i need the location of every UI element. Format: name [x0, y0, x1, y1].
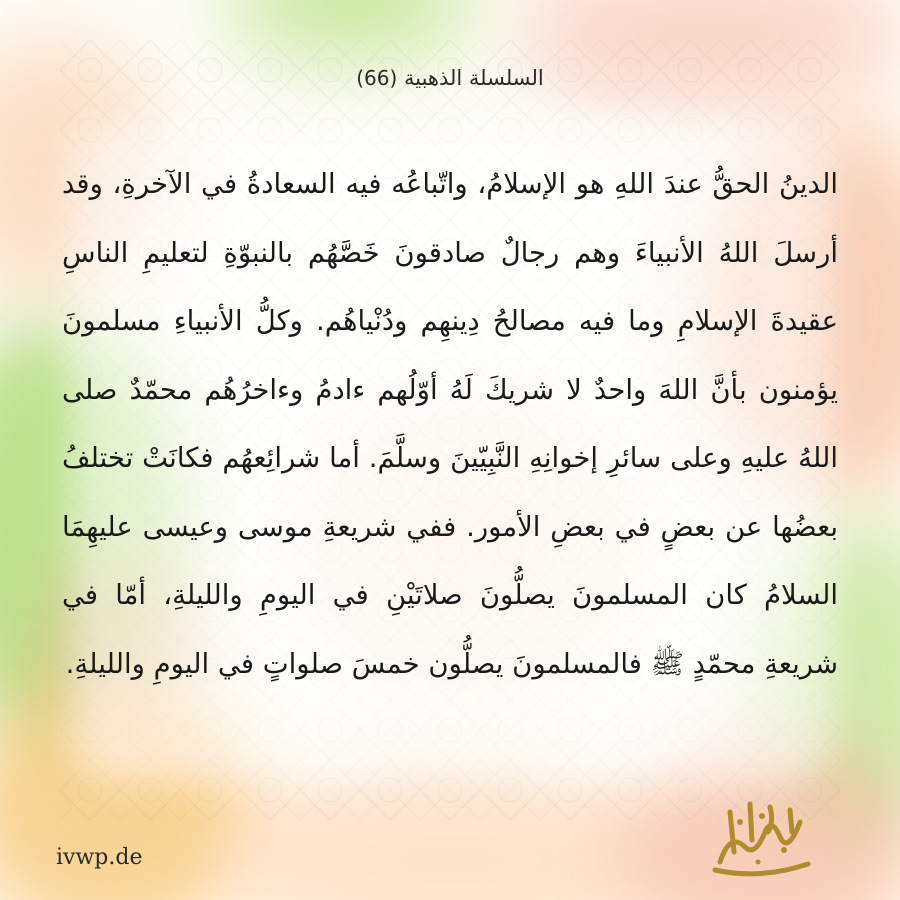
title-text: السلسلة الذهبية — [403, 66, 544, 90]
title-number: (66) — [356, 66, 398, 90]
website-label: ivwp.de — [56, 845, 143, 870]
calligraphy-logo-icon — [700, 792, 820, 882]
page-title — [0, 66, 900, 90]
body-paragraph: الدينُ الحقُّ عندَ اللهِ هو الإسلامُ، واتّباعُه فيه السعادةُ في الآخرةِ، وقد أرسلَ اللهُ الأنبياءَ وهم رجالٌ صادقونَ خَصَّهُم بالنبوّةِ لتعليمِ الناسِ عقيدةَ الإسلامِ وما فيه مصالحُ دِينهِم ودُنْياهُم. وكلُّ الأنبياءِ مسلمونَ يؤمنون بأنَّ اللهَ واحدٌ لا شريكَ لَهُ أوّلُهم ءادمُ وءاخرُهُم محمّدٌ صلى اللهُ عليهِ وعلى سائرِ إخوانِهِ النَّبِيّينَ وسلَّمَ. أما شرائِعهُم فكانَتْ تختلفُ بعضُها عن بعضٍ في بعضِ الأمور. ففي شريعةِ موسى وعيسى عليهِمَا السلامُ كان المسلمونَ يصلُّونَ صلاتَيْنِ في اليومِ والليلةِ، أمّا في شريعةِ محمّدٍ ﷺ فالمسلمونَ يصلُّون خمسَ صلواتٍ في اليومِ والليلةِ. — [62, 168, 838, 680]
